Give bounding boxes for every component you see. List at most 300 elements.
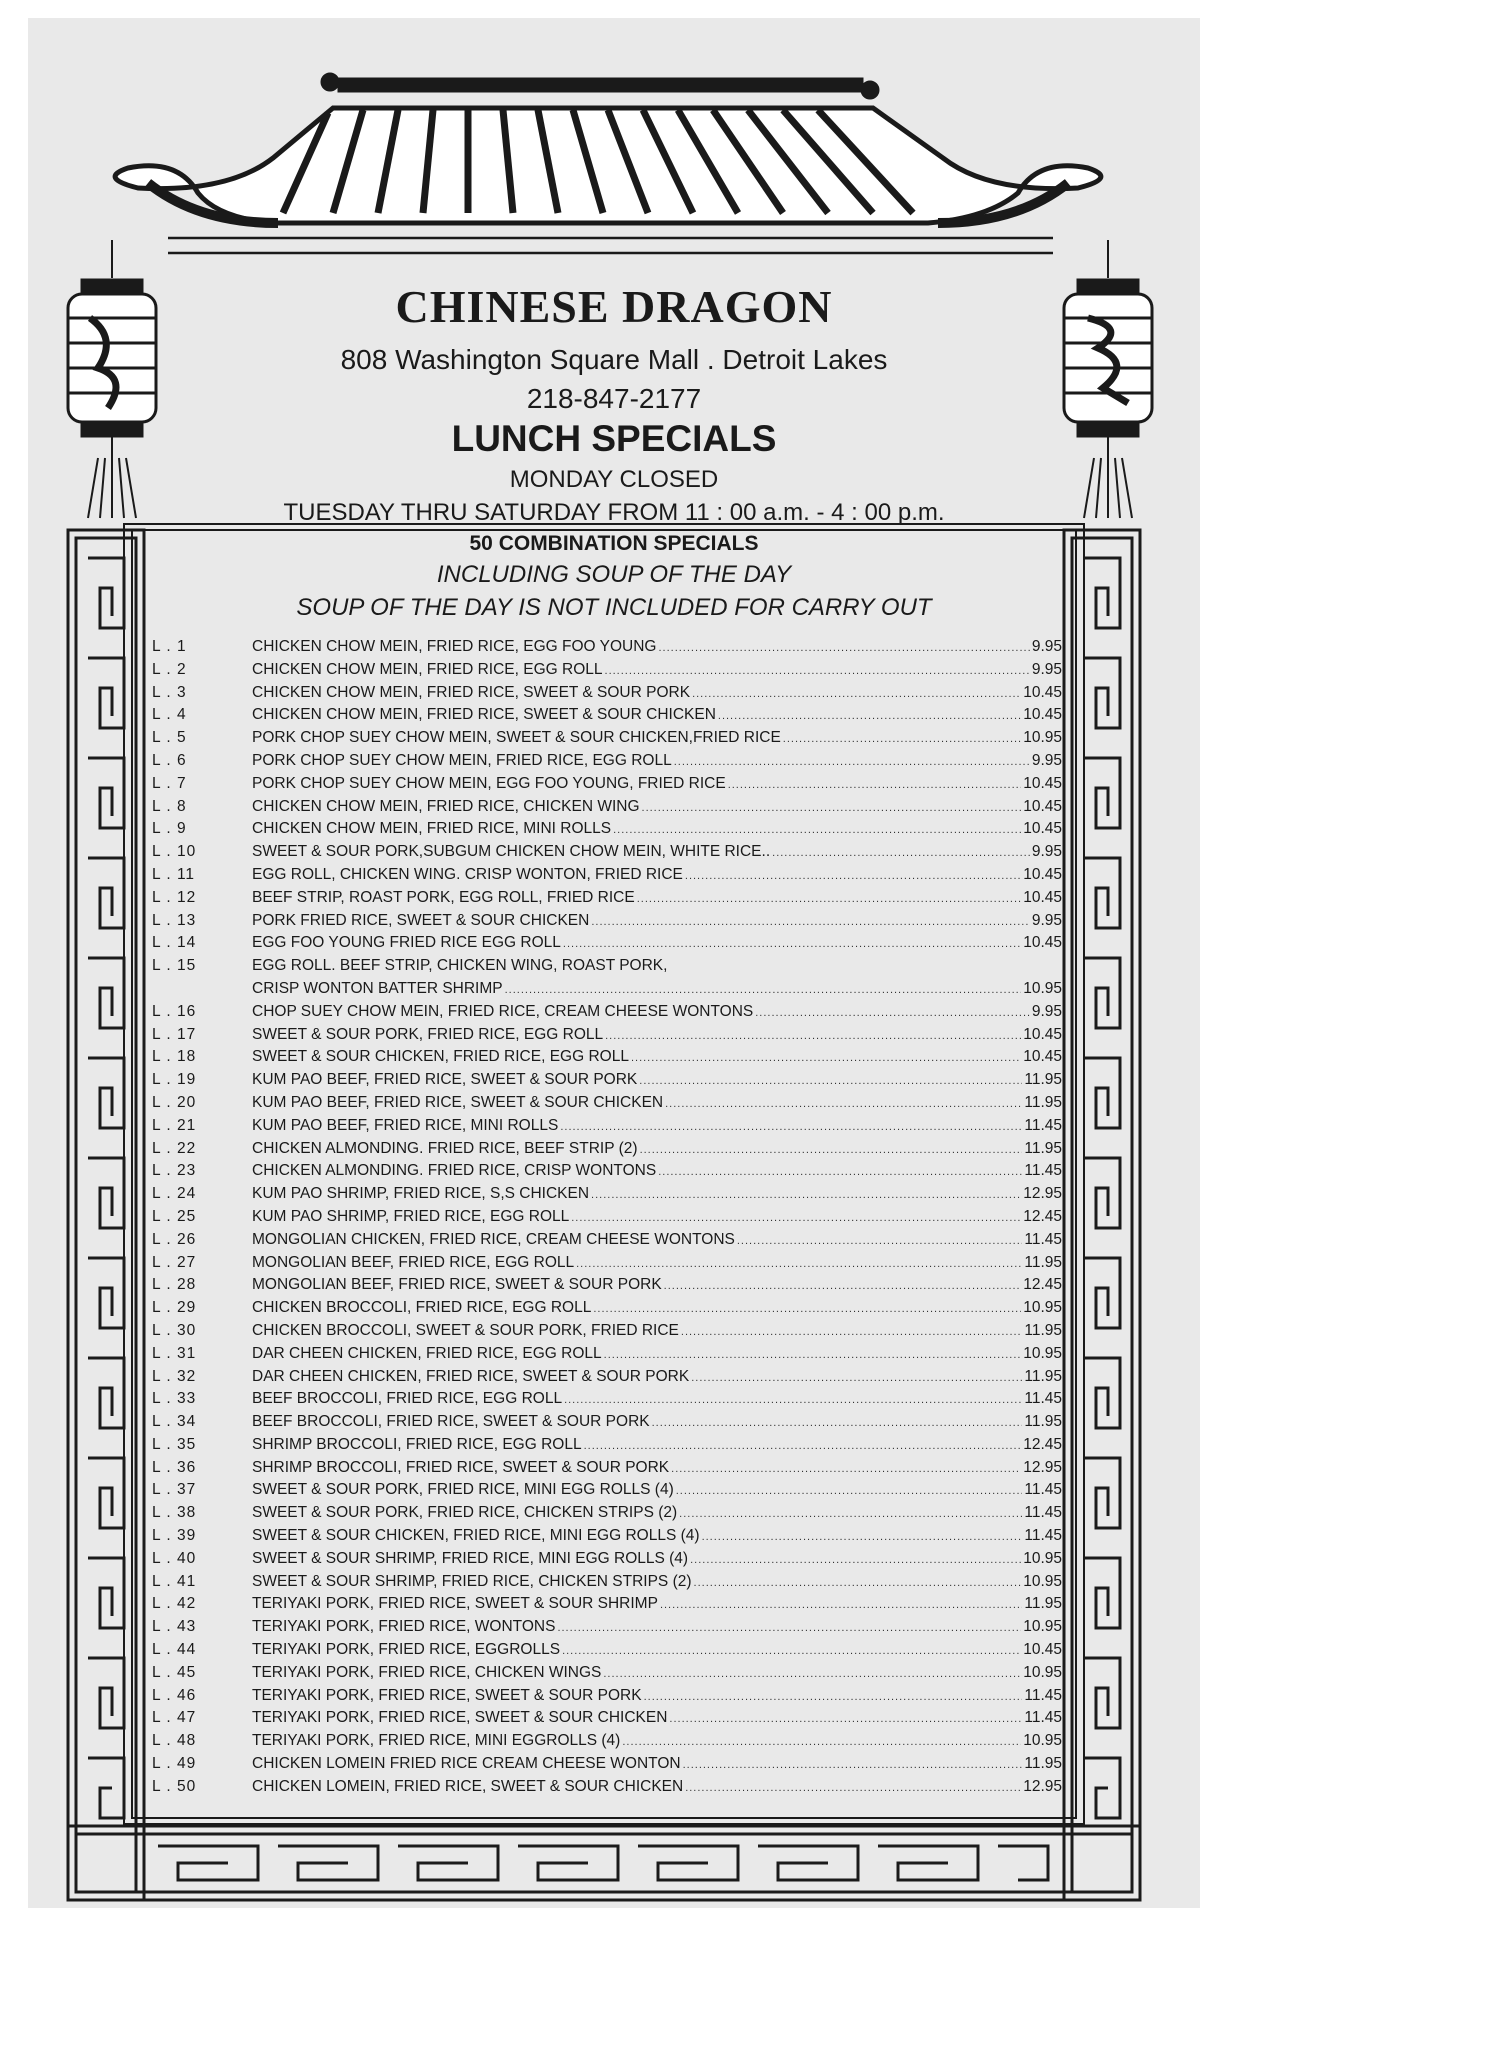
dot-leader [591,911,1030,934]
menu-item [152,1593,1062,1616]
menu-item-description: TERIYAKI PORK, FRIED RICE, EGGROLLS [252,1641,561,1659]
menu-item-number: L . 41 [152,1572,197,1590]
menu-item-number: L . 6 [152,751,187,769]
dot-leader [783,728,1021,751]
menu-item-price: 11.45 [1024,1230,1062,1248]
menu-item [152,1274,1062,1297]
menu-item-number: L . 27 [152,1253,197,1271]
dot-leader [631,1047,1021,1070]
menu-item-number: L . 29 [152,1299,197,1317]
menu-item-price: 11.95 [1024,1139,1062,1157]
dot-leader [772,842,1030,865]
menu-item-line [252,1616,1062,1640]
dot-leader [665,1093,1022,1116]
menu-item-price: 10.45 [1023,1048,1062,1066]
menu-item-line [252,727,1062,751]
dot-leader [737,1230,1023,1253]
menu-item-price: 12.45 [1023,1276,1062,1294]
menu-item-description: TERIYAKI PORK, FRIED RICE, WONTONS [252,1618,556,1636]
menu-item-description: CHICKEN LOMEIN, FRIED RICE, SWEET & SOUR CHICKEN [252,1777,684,1795]
menu-item-line [252,750,1062,774]
menu-list [152,636,1062,1799]
menu-item [152,1457,1062,1480]
dot-leader [563,933,1021,956]
menu-item-price: 11.95 [1024,1367,1062,1385]
menu-item-description: CHICKEN CHOW MEIN, FRIED RICE, EGG FOO YOUNG [252,638,657,655]
menu-item-description: SWEET & SOUR PORK, FRIED RICE, EGG ROLL [252,1025,604,1043]
menu-item-price: 10.45 [1023,797,1062,815]
menu-item-number: L . 19 [152,1071,197,1089]
dot-leader [603,1663,1021,1686]
menu-item-line [252,1046,1062,1070]
menu-item [152,932,1062,955]
menu-item-line [252,1593,1062,1617]
dot-leader [604,1344,1022,1367]
lunch-specials-heading: LUNCH SPECIALS [451,418,777,459]
menu-item [152,727,1062,750]
menu-item-number: L . 50 [152,1777,197,1795]
menu-item-line [252,1183,1062,1207]
dot-leader [691,1367,1022,1390]
menu-item [152,1639,1062,1662]
menu-item-price: 11.95 [1024,1755,1062,1773]
menu-item-line [252,1479,1062,1503]
menu-item-price: 9.95 [1031,1002,1062,1020]
menu-item-line [252,1434,1062,1458]
menu-item-price: 11.45 [1024,1527,1062,1545]
menu-item [152,1138,1062,1161]
menu-item [152,1753,1062,1776]
menu-item-description: MONGOLIAN BEEF, FRIED RICE, SWEET & SOUR PORK [252,1276,662,1294]
menu-item-price: 12.45 [1023,1435,1062,1453]
menu-item [152,1616,1062,1639]
menu-item-number: L . 16 [152,1002,197,1020]
dot-leader [640,1139,1023,1162]
menu-item-description: TERIYAKI PORK, FRIED RICE, SWEET & SOUR SHRIMP [252,1595,658,1613]
dot-leader [674,751,1030,774]
dot-leader [571,1207,1021,1230]
menu-item-line [252,1274,1062,1298]
menu-sheet [28,18,1200,1908]
menu-item-description: SWEET & SOUR SHRIMP, FRIED RICE, CHICKEN STRIPS (2) [252,1572,692,1590]
menu-item-price: 10.45 [1023,1641,1062,1659]
menu-item-line [252,1753,1062,1777]
restaurant-address: 808 Washington Square Mall . Detroit Lakes [340,344,888,375]
menu-item-line [252,818,1062,842]
menu-item-description: CHICKEN CHOW MEIN, FRIED RICE, SWEET & SOUR CHICKEN [252,706,716,724]
menu-item-number: L . 14 [152,934,197,952]
menu-item-price: 10.95 [1023,1299,1062,1317]
dot-leader [622,1731,1021,1754]
menu-item-price: 11.95 [1024,1071,1062,1089]
menu-item-description: KUM PAO BEEF, FRIED RICE, SWEET & SOUR PORK [252,1071,638,1089]
dot-leader [718,705,1021,728]
menu-item-price: 10.95 [1023,1663,1062,1681]
restaurant-name: CHINESE DRAGON [395,281,833,332]
menu-item [152,704,1062,727]
menu-item-line [252,1001,1062,1025]
menu-item-number: L . 10 [152,843,197,861]
menu-item-line [252,1502,1062,1526]
roof-outline [115,108,1101,223]
menu-item [152,1160,1062,1183]
menu-item [152,841,1062,864]
menu-item-number: L . 49 [152,1755,197,1773]
roof-beam [338,78,863,92]
menu-item-line [252,887,1062,911]
dot-leader [685,1777,1021,1800]
menu-item-line [252,1138,1062,1162]
menu-item-line [252,1297,1062,1321]
menu-item-description: PORK CHOP SUEY CHOW MEIN, SWEET & SOUR CHICKEN,FRIED RICE [252,729,781,747]
menu-item-number: L . 9 [152,820,187,838]
menu-item-price: 10.45 [1023,1025,1062,1043]
menu-item-line [252,659,1062,683]
menu-item-price: 10.95 [1023,1572,1062,1590]
menu-item-description: MONGOLIAN BEEF, FRIED RICE, EGG ROLL [252,1253,575,1271]
menu-item-description: SWEET & SOUR CHICKEN, FRIED RICE, EGG ROLL [252,1048,629,1066]
menu-item-number: L . 22 [152,1139,197,1157]
menu-item-description: PORK CHOP SUEY CHOW MEIN, FRIED RICE, EGG ROLL [252,751,672,769]
combination-count: 50 COMBINATION SPECIALS [469,532,759,555]
dot-leader [637,888,1021,911]
menu-item-line [252,1115,1062,1139]
dot-leader [644,1686,1023,1709]
dot-leader [671,1458,1021,1481]
menu-item-price: 10.95 [1023,979,1062,997]
menu-item-number: L . 8 [152,797,187,815]
menu-item [152,1388,1062,1411]
menu-item-price: 10.45 [1023,706,1062,724]
menu-item-description: CHICKEN ALMONDING. FRIED RICE, BEEF STRIP (2) [252,1139,638,1157]
menu-item-number: L . 45 [152,1663,197,1681]
menu-item-price: 11.95 [1024,1093,1062,1111]
menu-item-line [252,932,1062,956]
menu-item-number: L . 28 [152,1276,197,1294]
menu-item-price: 11.45 [1024,1390,1062,1408]
menu-item-description: KUM PAO BEEF, FRIED RICE, SWEET & SOUR CHICKEN [252,1093,664,1111]
menu-item-number: L . 46 [152,1686,197,1704]
menu-item-price: 10.45 [1023,888,1062,906]
menu-item-number: L . 2 [152,660,187,678]
menu-item-price: 10.45 [1023,774,1062,792]
menu-item [152,1252,1062,1275]
menu-item-price: 9.95 [1031,843,1062,861]
dot-leader [505,979,1022,1002]
menu-item-line [252,1411,1062,1435]
dot-leader [593,1298,1021,1321]
dot-leader [557,1617,1021,1640]
dot-leader [591,1184,1021,1207]
menu-item-price: 11.45 [1024,1709,1062,1727]
menu-item-description: CHICKEN BROCCOLI, FRIED RICE, EGG ROLL [252,1299,592,1317]
menu-item [152,750,1062,773]
menu-item-description: SWEET & SOUR CHICKEN, FRIED RICE, MINI EGG ROLLS (4) [252,1527,700,1545]
menu-item-description: BEEF STRIP, ROAST PORK, EGG ROLL, FRIED RICE [252,888,635,906]
menu-item-number: L . 20 [152,1093,197,1111]
menu-item-number: L . 17 [152,1025,197,1043]
dot-leader [642,797,1022,820]
menu-item-description: KUM PAO BEEF, FRIED RICE, MINI ROLLS [252,1116,559,1134]
menu-item-continued [152,978,1062,1001]
menu-item-line [252,1639,1062,1663]
menu-item-description: PORK FRIED RICE, SWEET & SOUR CHICKEN [252,911,590,929]
dot-leader [679,1503,1022,1526]
menu-item [152,1183,1062,1206]
menu-item-number: L . 43 [152,1618,197,1636]
menu-item [152,1548,1062,1571]
menu-item [152,1662,1062,1685]
menu-item [152,864,1062,887]
menu-item [152,1502,1062,1525]
menu-item-price: 12.95 [1023,1458,1062,1476]
menu-item-price: 11.45 [1024,1116,1062,1134]
menu-item-line [252,1457,1062,1481]
menu-item-description: BEEF BROCCOLI, FRIED RICE, SWEET & SOUR PORK [252,1413,650,1431]
menu-item-description: SHRIMP BROCCOLI, FRIED RICE, EGG ROLL [252,1435,582,1453]
menu-item-price: 10.45 [1023,934,1062,952]
dot-leader [685,865,1021,888]
menu-item-number: L . 3 [152,683,187,701]
menu-item-number: L . 39 [152,1527,197,1545]
menu-item-description: CHOP SUEY CHOW MEIN, FRIED RICE, CREAM CHEESE WONTONS [252,1002,754,1020]
menu-item [152,1297,1062,1320]
menu-item-number: L . 32 [152,1367,197,1385]
menu-item-line [252,1366,1062,1390]
dot-leader [676,1480,1023,1503]
menu-item-price: 10.95 [1023,1549,1062,1567]
menu-item [152,1046,1062,1069]
dot-leader [694,1572,1022,1595]
menu-item-line [252,1092,1062,1116]
menu-item-line [252,773,1062,797]
menu-item [152,1707,1062,1730]
menu-item-price: 11.95 [1024,1321,1062,1339]
menu-item-line [252,841,1062,865]
menu-item-description: CHICKEN BROCCOLI, SWEET & SOUR PORK, FRIED RICE [252,1321,679,1339]
menu-item-price: 11.45 [1024,1686,1062,1704]
menu-item-number: L . 48 [152,1732,197,1750]
menu-item-number: L . 18 [152,1048,197,1066]
menu-item-description: EGG ROLL. BEEF STRIP, CHICKEN WING, ROAST PORK, [252,957,668,975]
dot-leader [728,774,1022,797]
menu-item-price: 11.45 [1024,1504,1062,1522]
menu-item [152,1730,1062,1753]
menu-item-number: L . 7 [152,774,187,792]
menu-item [152,1115,1062,1138]
menu-item-number: L . 31 [152,1344,197,1362]
menu-item [152,1434,1062,1457]
menu-item-line [252,1069,1062,1093]
dot-leader [692,683,1021,706]
menu-item-number: L . 23 [152,1162,197,1180]
menu-item-line [252,636,1062,660]
menu-item-line [252,1662,1062,1686]
menu-item-description: SWEET & SOUR SHRIMP, FRIED RICE, MINI EGG ROLLS (4) [252,1549,689,1567]
menu-item-description: SWEET & SOUR PORK,SUBGUM CHICKEN CHOW MEIN, WHITE RICE.. [252,843,771,861]
menu-item [152,1001,1062,1024]
dot-leader [658,637,1029,660]
menu-item-description: CHICKEN CHOW MEIN, FRIED RICE, SWEET & SOUR PORK [252,683,691,701]
menu-item-description: BEEF BROCCOLI, FRIED RICE, EGG ROLL [252,1390,563,1408]
menu-item-line [252,704,1062,728]
menu-item [152,1206,1062,1229]
menu-item [152,818,1062,841]
restaurant-phone: 218-847-2177 [526,383,702,414]
menu-item-line [252,1707,1062,1731]
dot-leader [702,1526,1023,1549]
menu-item-number: L . 25 [152,1207,197,1225]
menu-item-number: L . 40 [152,1549,197,1567]
menu-item-price: 11.95 [1024,1413,1062,1431]
menu-item-price: 11.95 [1024,1253,1062,1271]
dot-leader [576,1253,1022,1276]
menu-item-number: L . 1 [152,638,187,655]
menu-item [152,887,1062,910]
dot-leader [660,1594,1022,1617]
dot-leader [681,1321,1022,1344]
dot-leader [605,660,1030,683]
dot-leader [584,1435,1022,1458]
menu-item-line [252,1571,1062,1595]
menu-item-description: CHICKEN CHOW MEIN, FRIED RICE, MINI ROLLS [252,820,612,838]
menu-item-number: L . 4 [152,706,187,724]
menu-item [152,1776,1062,1799]
menu-item-price: 10.45 [1023,820,1062,838]
menu-item-description: TERIYAKI PORK, FRIED RICE, SWEET & SOUR PORK [252,1686,642,1704]
menu-item-number: L . 38 [152,1504,197,1522]
dot-leader [605,1025,1021,1048]
menu-item-price: 12.95 [1023,1185,1062,1203]
menu-item-line [252,1548,1062,1572]
menu-item-description: CHICKEN LOMEIN FRIED RICE CREAM CHEESE WONTON [252,1755,681,1773]
menu-item [152,1411,1062,1434]
menu-item-description: SWEET & SOUR PORK, FRIED RICE, CHICKEN STRIPS (2) [252,1504,678,1522]
menu-item-price: 9.95 [1031,638,1062,655]
menu-item-number: L . 26 [152,1230,197,1248]
menu-item [152,1366,1062,1389]
dot-leader [669,1708,1022,1731]
menu-item-number: L . 5 [152,729,187,747]
menu-item-number: L . 13 [152,911,197,929]
menu-item-line [252,978,1062,1002]
menu-item-line [252,910,1062,934]
menu-item-number: L . 11 [152,865,196,883]
opening-hours: TUESDAY THRU SATURDAY FROM 11 : 00 a.m. - 4 : 00 p.m. [283,499,945,526]
dot-leader [562,1640,1021,1663]
menu-item-number: L . 24 [152,1185,197,1203]
menu-item-description: SHRIMP BROCCOLI, FRIED RICE, SWEET & SOUR PORK [252,1458,670,1476]
carry-out-note: SOUP OF THE DAY IS NOT INCLUDED FOR CARRY OUT [296,594,932,621]
menu-item-price: 11.45 [1024,1481,1062,1499]
dot-leader [652,1412,1023,1435]
menu-item-number: L . 36 [152,1458,197,1476]
menu-item-line [252,1776,1062,1800]
menu-item-description: CHICKEN ALMONDING. FRIED RICE, CRISP WONTONS [252,1162,657,1180]
menu-item-number: L . 35 [152,1435,197,1453]
menu-item-line [252,1343,1062,1367]
menu-item-line [252,1388,1062,1412]
menu-item-description: TERIYAKI PORK, FRIED RICE, CHICKEN WINGS [252,1663,602,1681]
dot-leader [664,1275,1022,1298]
menu-item-price: 10.95 [1023,1732,1062,1750]
menu-item-line [252,1024,1062,1048]
menu-item-description: TERIYAKI PORK, FRIED RICE, MINI EGGROLLS (4) [252,1732,621,1750]
menu-item-description: KUM PAO SHRIMP, FRIED RICE, S,S CHICKEN [252,1185,590,1203]
dot-leader [613,819,1021,842]
menu-item-number: L . 47 [152,1709,197,1727]
menu-item-price: 10.95 [1023,1344,1062,1362]
menu-item-price: 12.45 [1023,1207,1062,1225]
menu-item [152,1525,1062,1548]
menu-item-number: L . 34 [152,1413,197,1431]
menu-item-description: CHICKEN CHOW MEIN, FRIED RICE, EGG ROLL [252,660,603,678]
menu-item [152,1320,1062,1343]
menu-item-price: 10.45 [1023,683,1062,701]
menu-item [152,1479,1062,1502]
menu-item [152,773,1062,796]
menu-item-number: L . 33 [152,1390,197,1408]
menu-item-number: L . 30 [152,1321,197,1339]
menu-item-line [252,1160,1062,1184]
menu-item-line [252,1685,1062,1709]
menu-item-description: DAR CHEEN CHICKEN, FRIED RICE, EGG ROLL [252,1344,602,1362]
menu-item [152,1685,1062,1708]
menu-item-price: 9.95 [1031,660,1062,678]
menu-item-number: L . 21 [152,1116,197,1134]
dot-leader [658,1161,1022,1184]
dot-leader [683,1754,1023,1777]
dot-leader [564,1389,1022,1412]
menu-item [152,1229,1062,1252]
menu-item-line [252,1730,1062,1754]
menu-item-description: SWEET & SOUR PORK, FRIED RICE, MINI EGG ROLLS (4) [252,1481,674,1499]
menu-item-description: CHICKEN CHOW MEIN, FRIED RICE, CHICKEN WING [252,797,640,815]
closed-day: MONDAY CLOSED [509,466,719,493]
menu-item-description: CRISP WONTON BATTER SHRIMP [252,979,503,997]
soup-included-note: INCLUDING SOUP OF THE DAY [436,561,792,588]
menu-item [152,636,1062,659]
menu-item-line [252,1320,1062,1344]
menu-item-line [252,1229,1062,1253]
menu-item [152,910,1062,933]
dot-leader [690,1549,1021,1572]
menu-item [152,659,1062,682]
menu-item-price: 10.45 [1023,865,1062,883]
menu-item [152,1024,1062,1047]
menu-item-line [252,864,1062,888]
menu-item-number: L . 44 [152,1641,197,1659]
menu-item-line [252,1525,1062,1549]
menu-item [152,955,1062,978]
menu-item-number: L . 37 [152,1481,197,1499]
menu-item-price: 11.95 [1024,1595,1062,1613]
menu-item [152,682,1062,705]
menu-item-line [252,1252,1062,1276]
menu-item-description: MONGOLIAN CHICKEN, FRIED RICE, CREAM CHEESE WONTONS [252,1230,735,1248]
dot-leader [755,1002,1030,1025]
menu-item [152,1092,1062,1115]
menu-item-line [252,682,1062,706]
menu-item-line [252,1206,1062,1230]
dot-leader [639,1070,1022,1093]
menu-item-description: DAR CHEEN CHICKEN, FRIED RICE, SWEET & SOUR PORK [252,1367,690,1385]
menu-item-price: 9.95 [1031,911,1062,929]
menu-item-description: PORK CHOP SUEY CHOW MEIN, EGG FOO YOUNG, FRIED RICE [252,774,726,792]
menu-item [152,1571,1062,1594]
menu-item-price: 9.95 [1031,751,1062,769]
menu-item-line [252,796,1062,820]
